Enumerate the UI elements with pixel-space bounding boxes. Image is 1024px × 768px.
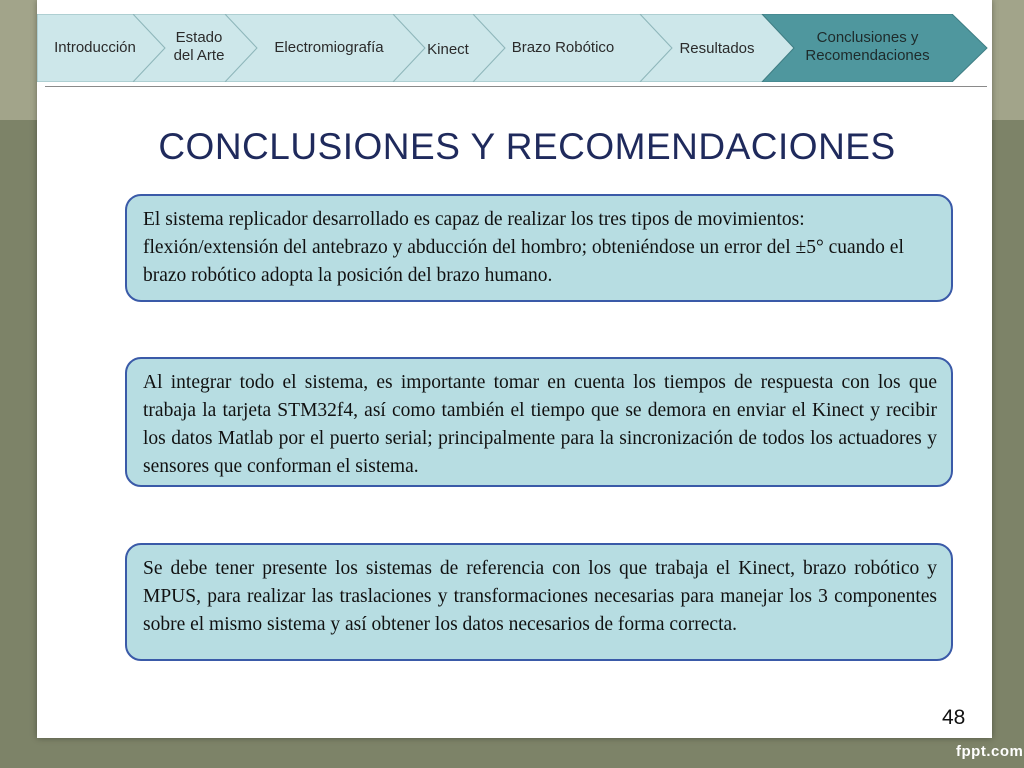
slide-title: CONCLUSIONES Y RECOMENDACIONES bbox=[158, 126, 896, 167]
fppt-watermark: fppt.com bbox=[956, 743, 1024, 760]
nav-label-resultados[interactable]: Resultados bbox=[679, 40, 755, 57]
conclusion-box-1 bbox=[125, 194, 953, 302]
header-divider bbox=[45, 86, 987, 87]
nav-label-conclusiones[interactable]: Conclusiones y Recomendaciones bbox=[805, 29, 930, 64]
conclusion-text-2: Al integrar todo el sistema, es importante tomar en cuenta los tiempos de respuesta con los que trabaja la tarjeta STM32f4, así como también el tiempo que se demora en enviar el Kinect y recibir los datos Matlab por el puerto serial; principalmente para la sincronización de todos los actuadores y sensores que conforman el sistema. bbox=[143, 372, 937, 477]
nav-label-estado-del-arte[interactable]: Estado del Arte bbox=[173, 29, 225, 64]
breadcrumb-nav bbox=[37, 14, 992, 82]
nav-label-kinect[interactable]: Kinect bbox=[427, 41, 469, 58]
slide bbox=[37, 0, 992, 738]
conclusion-text-3: Se debe tener presente los sistemas de referencia con los que trabaja el Kinect, brazo robótico y MPUS, para realizar las traslaciones y transformaciones necesarias para manejar los 3 componentes sobre el mismo sistema y así obtener los datos necesarios de forma correcta. bbox=[143, 558, 937, 635]
nav-label-introduccion[interactable]: Introducción bbox=[54, 39, 136, 56]
conclusion-text-1: El sistema replicador desarrollado es capaz de realizar los tres tipos de movimientos: flexión/extensión del antebrazo y abducción del hombro; obteniéndose un error del ±5° cuando el brazo robótico adopta la posición del brazo humano. bbox=[143, 209, 904, 286]
page-number: 48 bbox=[942, 706, 966, 729]
nav-label-electromiografia[interactable]: Electromiografía bbox=[274, 39, 384, 56]
conclusion-box-3 bbox=[125, 543, 953, 661]
conclusion-box-2 bbox=[125, 357, 953, 487]
nav-label-brazo-robotico[interactable]: Brazo Robótico bbox=[511, 39, 615, 56]
